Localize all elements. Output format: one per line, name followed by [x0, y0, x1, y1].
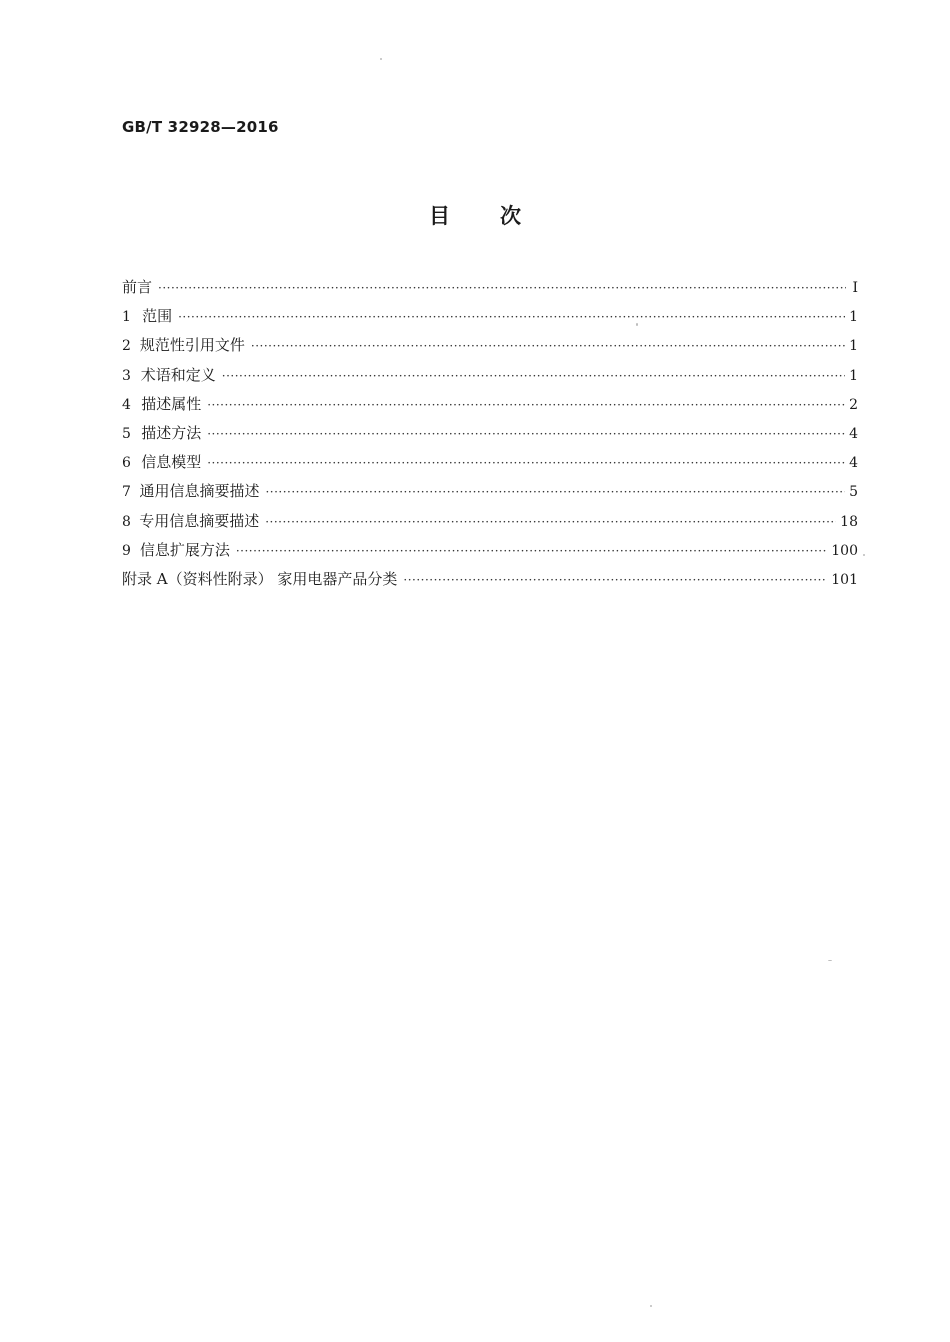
- toc-dot-leader: [158, 281, 846, 295]
- toc-dot-leader: [403, 573, 827, 587]
- toc-entry-page: 101: [831, 571, 858, 588]
- toc-dot-leader: [251, 339, 845, 353]
- scan-speck: [863, 554, 865, 556]
- toc-entry-label: 信息扩展方法: [139, 540, 230, 559]
- toc-entry-number: 8: [122, 513, 131, 530]
- toc-entry-label: 专用信息摘要描述: [139, 511, 260, 530]
- toc-entry-label: 信息模型: [141, 453, 202, 472]
- toc-entry-page: 4: [849, 455, 858, 472]
- toc-entry-4[interactable]: [122, 393, 858, 422]
- toc-entry-number: 4: [122, 396, 131, 413]
- scan-speck: [380, 58, 382, 60]
- table-of-contents: [122, 276, 858, 597]
- toc-dot-leader: [265, 515, 836, 529]
- toc-entry-7[interactable]: [122, 480, 858, 509]
- toc-entry-page: 100: [831, 542, 858, 559]
- toc-entry-number: 5: [122, 425, 131, 442]
- toc-entry-page: 1: [849, 367, 858, 384]
- toc-entry-number: 2: [122, 338, 131, 355]
- toc-entry-number: 7: [122, 484, 131, 501]
- toc-entry-page: I: [852, 280, 858, 296]
- toc-entry-label: 范围: [142, 307, 173, 326]
- toc-dot-leader: [236, 544, 827, 558]
- toc-entry-page: 2: [849, 396, 858, 413]
- toc-entry-appendix-a[interactable]: [122, 568, 858, 597]
- toc-entry-9[interactable]: [122, 539, 858, 568]
- standard-code: GB/T 32928—2016: [122, 118, 279, 136]
- toc-entry-label: 附录 A（资料性附录） 家用电器产品分类: [122, 569, 398, 588]
- toc-entry-page: 18: [840, 513, 858, 530]
- toc-entry-label: 术语和定义: [140, 365, 216, 384]
- toc-entry-3[interactable]: [122, 364, 858, 393]
- toc-entry-page: 5: [849, 484, 858, 501]
- toc-dot-leader: [222, 369, 845, 383]
- toc-entry-label: 通用信息摘要描述: [139, 482, 260, 501]
- toc-entry-number: 1: [122, 309, 131, 326]
- toc-entry-label: 描述属性: [141, 394, 202, 413]
- toc-entry-1[interactable]: [122, 305, 858, 334]
- toc-entry-page: 1: [849, 309, 858, 326]
- scan-speck: [650, 1305, 652, 1307]
- toc-entry-label: 规范性引用文件: [139, 336, 245, 355]
- toc-entry-label: 前言: [122, 278, 153, 296]
- toc-entry-6[interactable]: [122, 451, 858, 480]
- toc-dot-leader: [207, 398, 845, 412]
- scan-speck: [636, 323, 638, 326]
- toc-dot-leader: [265, 485, 845, 499]
- toc-entry-foreword[interactable]: [122, 276, 858, 305]
- toc-entry-label: 描述方法: [141, 423, 202, 442]
- toc-entry-number: 3: [122, 367, 131, 384]
- toc-entry-number: 9: [122, 542, 131, 559]
- toc-entry-number: 6: [122, 455, 131, 472]
- toc-entry-5[interactable]: [122, 422, 858, 451]
- toc-dot-leader: [207, 456, 845, 470]
- page-title: 目次: [429, 204, 571, 228]
- toc-dot-leader: [178, 310, 845, 324]
- scan-speck: [828, 960, 832, 961]
- toc-entry-8[interactable]: [122, 510, 858, 539]
- toc-dot-leader: [207, 427, 845, 441]
- toc-entry-page: 4: [849, 425, 858, 442]
- toc-entry-2[interactable]: [122, 334, 858, 363]
- toc-entry-page: 1: [849, 338, 858, 355]
